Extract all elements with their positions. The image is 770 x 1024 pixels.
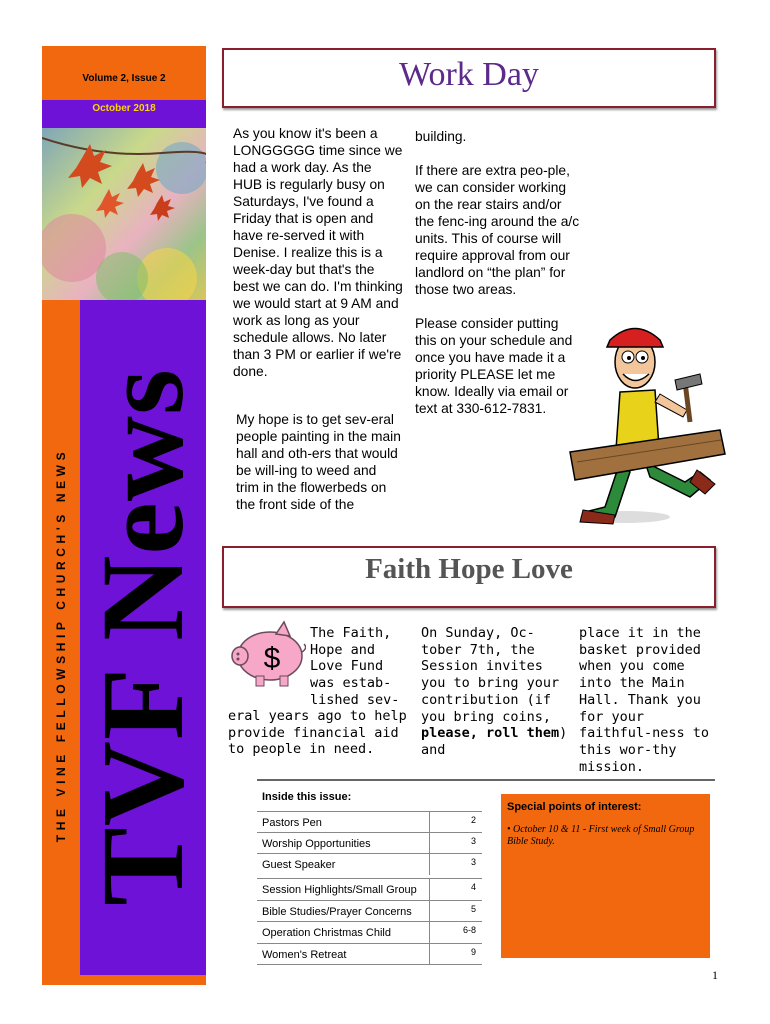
fund-column-1: eral years ago to help provide financial aid to people in need. (228, 708, 407, 758)
toc-row (257, 921, 482, 943)
dollar-sign: $ (263, 642, 281, 675)
toc-divider (429, 922, 430, 943)
toc-row (257, 832, 482, 854)
work-day-column-3 (415, 128, 580, 417)
toc-divider (429, 901, 430, 922)
toc-page: 3 (470, 836, 476, 846)
volume-issue: Volume 2, Issue 2 (82, 73, 166, 84)
toc-label: Operation Christmas Child (262, 927, 391, 939)
masthead-title: TVF News (77, 368, 208, 906)
work-day-column-1: As you know it's been a LONGGGGG time since we had a work day. As the HUB is regularly busy on Saturdays, I've found a Friday that is open and have re-served it with Denise. I realize this is a week-day but that's the best we can do. I'm thinking we would start at 9 AM and work as long as your schedule allows. No later than 3 PM or earlier if we're done. (233, 126, 403, 379)
toc-divider (429, 854, 430, 875)
work-day-paragraph: Please consider putting this on your schedule and once you have made it a priority PLEASE let me know. Ideally via email or text at 330-612-7831. (415, 316, 573, 416)
special-point-text: October 10 & 11 - First week of Small Group Bible Study. (507, 824, 695, 847)
fund-column-2 (421, 625, 571, 759)
church-tagline: THE VINE FELLOWSHIP CHURCH'S NEWS (54, 447, 68, 843)
toc-label: Session Highlights/Small Group (262, 884, 417, 896)
toc-row (257, 853, 482, 875)
work-day-paragraph: building. (415, 129, 467, 144)
work-day-paragraph: If there are extra peo-ple, we can consider working on the rear stairs and/or the fenc-ing around the a/c units. This of course will require approval from our landlord on “the plan” for those two areas. (415, 163, 580, 297)
fund-emphasis: please, roll them (421, 725, 560, 742)
toc-row (257, 811, 482, 833)
worker-cartoon-image (565, 312, 730, 532)
faith-hope-love-title: Faith Hope Love (365, 553, 573, 585)
autumn-leaves-image (42, 128, 206, 300)
special-point-item: • October 10 & 11 - First week of Small Group Bible Study. (507, 824, 695, 847)
toc-divider (429, 944, 430, 965)
toc-page: 9 (470, 947, 476, 957)
toc-label: Bible Studies/Prayer Concerns (262, 906, 412, 918)
toc-divider (429, 812, 430, 833)
toc-label: Guest Speaker (262, 859, 336, 871)
inside-issue-heading: Inside this issue: (262, 791, 352, 803)
toc-label: Women's Retreat (262, 949, 347, 961)
work-day-title: Work Day (399, 56, 539, 93)
toc-divider (429, 879, 430, 900)
toc-page: 2 (470, 815, 476, 825)
special-points-heading: Special points of interest: (507, 801, 642, 813)
toc-row (257, 878, 482, 900)
special-points-box (501, 794, 710, 958)
toc-row (257, 943, 482, 965)
toc-page: 4 (470, 882, 476, 892)
toc-label: Pastors Pen (262, 817, 322, 829)
toc-bottom-line (257, 964, 482, 965)
work-day-column-2: My hope is to get sev-eral people painting in the main hall and oth-ers that would be will-ing to weed and trim in the flowerbeds on the front side of the (236, 412, 401, 512)
piggy-bank-icon (228, 618, 306, 688)
toc-page: 3 (470, 857, 476, 867)
masthead-panel (77, 300, 208, 975)
toc-page: 5 (470, 904, 476, 914)
fund-text: On Sunday, Oc-tober 7th, the Session invites you to bring your contribution (if you bring coins, (421, 625, 560, 725)
toc-divider (429, 833, 430, 854)
toc-row (257, 900, 482, 922)
inside-divider (257, 779, 715, 781)
fund-text: ) and (421, 725, 568, 758)
issue-date: October 2018 (92, 103, 156, 114)
fund-intro: The Faith, Hope and Love Fund was estab-lished sev- (310, 625, 400, 708)
toc-label: Worship Opportunities (262, 838, 371, 850)
fund-column-3: place it in the basket provided when you come into the Main Hall. Thank you for your faithful-ness to this wor-thy mission. (579, 625, 710, 775)
toc-page: 6-8 (462, 925, 476, 935)
page-number: 1 (712, 968, 718, 982)
